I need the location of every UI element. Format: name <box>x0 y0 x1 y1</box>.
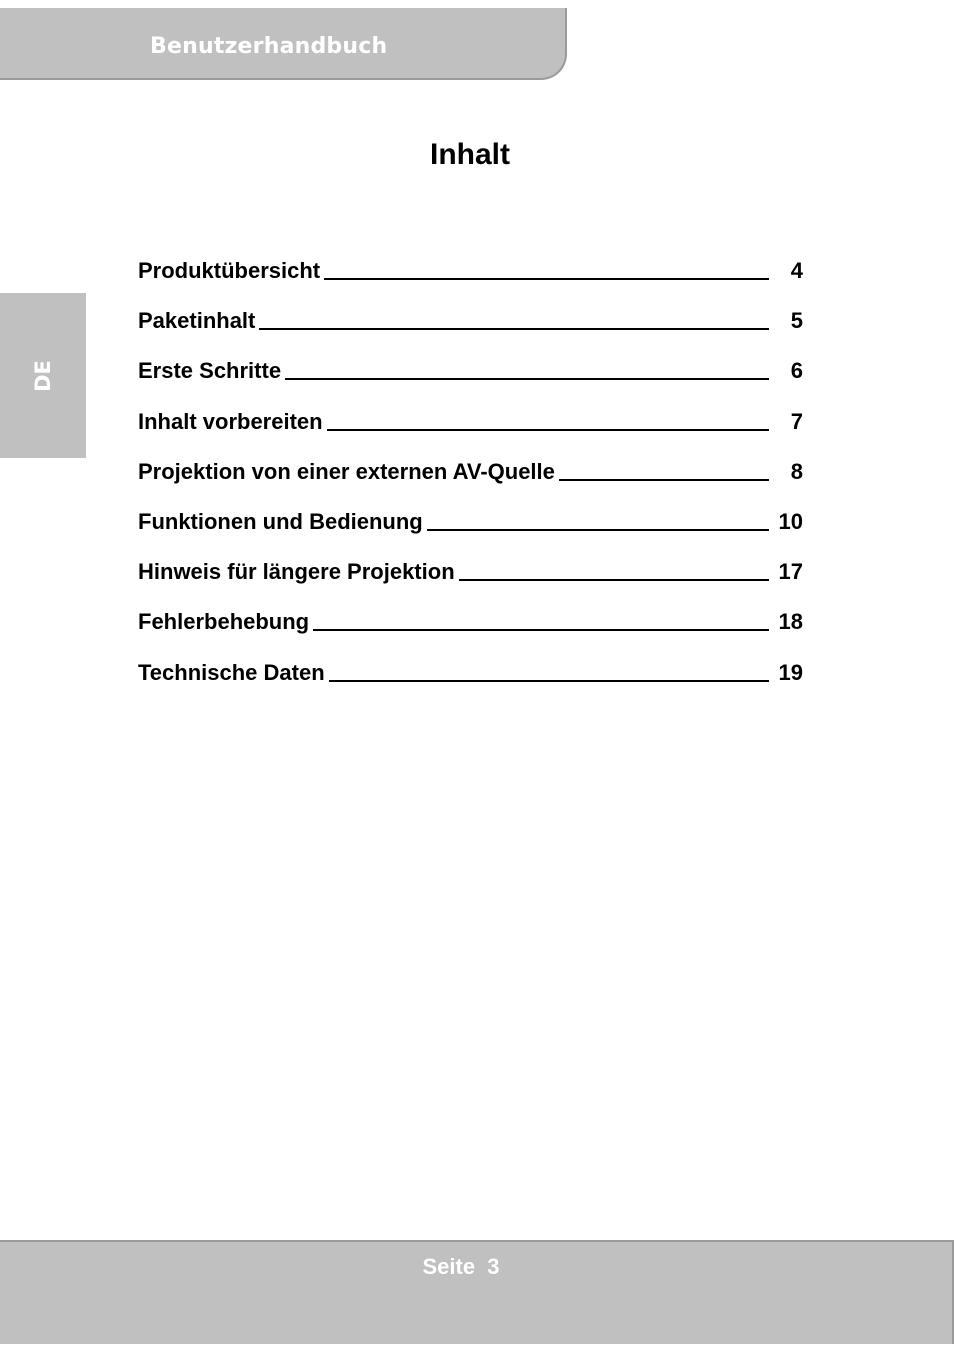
toc-entry-label: Inhalt vorbereiten <box>138 408 323 434</box>
page-number: Seite 3 <box>422 1254 500 1279</box>
toc-leader-line <box>327 429 769 431</box>
toc-entry-label: Produktübersicht <box>138 258 321 283</box>
language-tab <box>0 293 86 458</box>
toc-entry-label: Technische Daten <box>138 659 325 685</box>
toc-entry-page: 10 <box>778 508 803 534</box>
toc-entry[interactable] <box>138 609 803 659</box>
toc-entry[interactable] <box>138 308 803 358</box>
toc-leader-line <box>324 278 769 280</box>
toc-entry[interactable] <box>138 409 803 459</box>
toc-entry-page: 6 <box>790 358 803 384</box>
toc-entry[interactable] <box>138 459 803 509</box>
toc-entry-label: Paketinhalt <box>138 308 256 334</box>
toc-entry-page: 7 <box>790 408 803 434</box>
toc-entry-page: 19 <box>778 659 803 685</box>
toc-entry-page: 4 <box>790 258 803 283</box>
toc-leader-line <box>559 479 769 481</box>
toc-entry-page: 5 <box>790 308 803 334</box>
toc-leader-line <box>313 629 769 631</box>
table-of-contents <box>138 258 803 710</box>
toc-leader-line <box>459 579 769 581</box>
toc-leader-line <box>427 529 769 531</box>
toc-leader-line <box>259 328 769 330</box>
toc-entry[interactable] <box>138 559 803 609</box>
toc-leader-line <box>285 378 769 380</box>
toc-entry[interactable] <box>138 258 803 308</box>
toc-entry[interactable] <box>138 358 803 408</box>
toc-entry-page: 17 <box>778 559 803 585</box>
toc-leader-line <box>329 680 769 682</box>
toc-entry-label: Hinweis für längere Projektion <box>138 559 455 585</box>
page-title: Inhalt <box>430 138 510 171</box>
language-label: DE <box>31 359 55 392</box>
toc-entry-page: 18 <box>778 609 803 635</box>
toc-entry-label: Projektion von einer externen AV-Quelle <box>138 458 555 484</box>
toc-entry[interactable] <box>138 509 803 559</box>
toc-entry-page: 8 <box>790 458 803 484</box>
toc-entry-label: Erste Schritte <box>138 358 282 384</box>
toc-entry-label: Funktionen und Bedienung <box>138 508 423 534</box>
header-title: Benutzerhandbuch <box>150 34 388 59</box>
toc-entry[interactable] <box>138 660 803 710</box>
toc-entry-label: Fehlerbehebung <box>138 609 310 635</box>
